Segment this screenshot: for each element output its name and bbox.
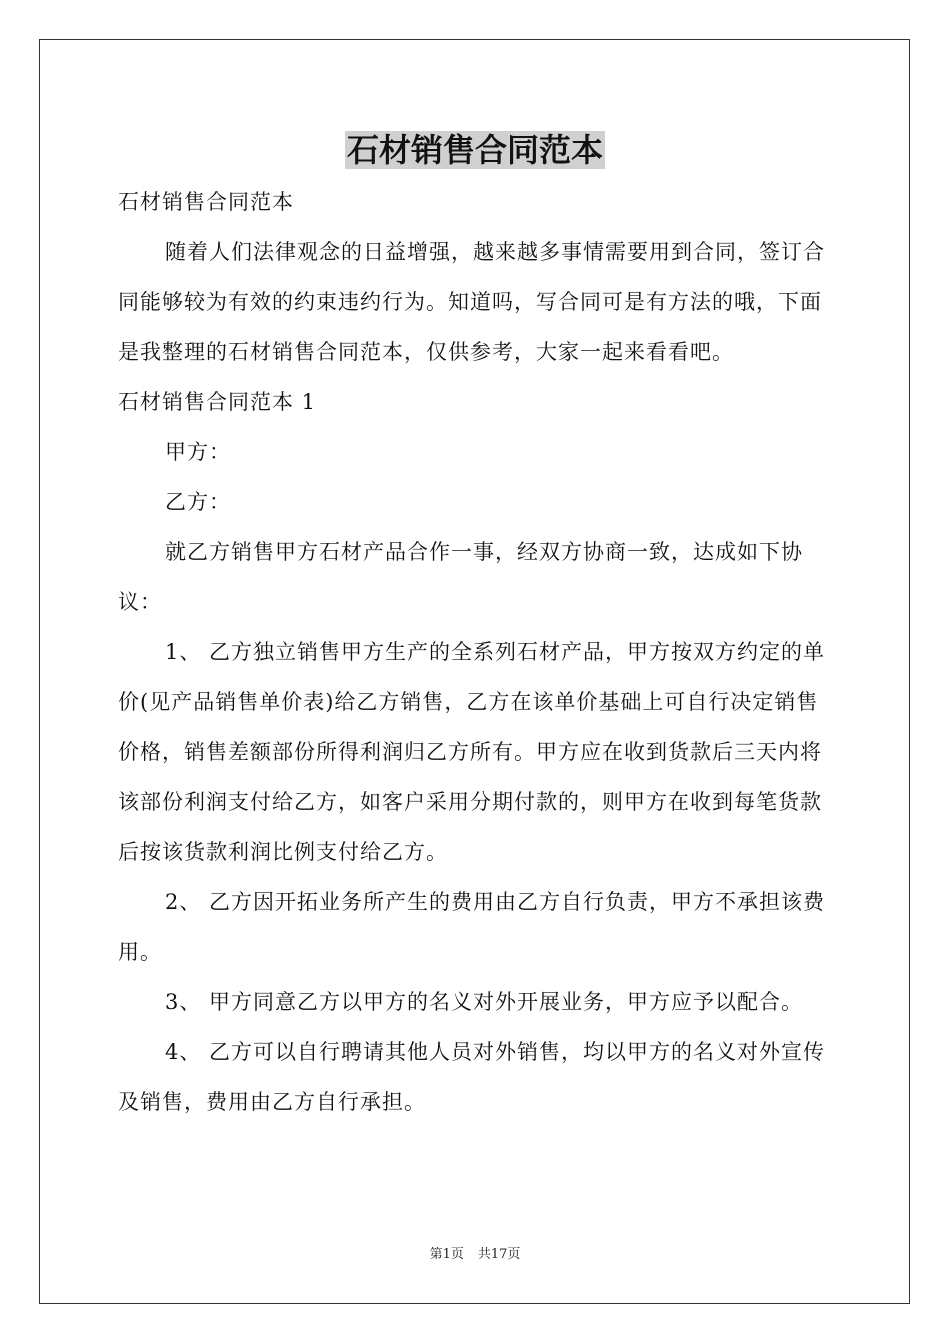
page-number: 第1页 [429,1247,464,1262]
document-title [0,128,950,172]
total-pages: 共17页 [477,1247,521,1262]
clause-4: 4、 乙方可以自行聘请其他人员对外销售，均以甲方的名义对外宣传及销售，费用由乙方自行承担。 [118,1040,826,1114]
section-heading: 石材销售合同范本 1 [118,390,317,414]
document-title-text: 石材销售合同范本 [346,131,603,169]
party-b-line: 乙方： [165,490,231,514]
clause-3: 3、 甲方同意乙方以甲方的名义对外开展业务，甲方应予以配合。 [165,990,804,1014]
subtitle: 石材销售合同范本 [118,190,294,214]
intro-paragraph: 随着人们法律观念的日益增强，越来越多事情需要用到合同，签订合同能够较为有效的约束违约行为。知道吗，写合同可是有方法的哦，下面是我整理的石材销售合同范本，仅供参考，大家一起来看看吧。 [118,240,825,364]
party-a-line: 甲方： [165,440,231,464]
page-footer [0,1246,950,1264]
document-body [118,177,838,1127]
agreement-intro-paragraph: 就乙方销售甲方石材产品合作一事，经双方协商一致，达成如下协议： [118,540,803,614]
clause-1: 1、 乙方独立销售甲方生产的全系列石材产品，甲方按双方约定的单价(见产品销售单价表)给乙方销售，乙方在该单价基础上可自行决定销售价格，销售差额部份所得利润归乙方所有。甲方应在收到货款后三天内将该部份利润支付给乙方，如客户采用分期付款的，则甲方在收到每笔货款后按该货款利润比例支付给乙方。 [118,640,826,864]
clause-2: 2、 乙方因开拓业务所产生的费用由乙方自行负责，甲方不承担该费用。 [118,890,826,964]
